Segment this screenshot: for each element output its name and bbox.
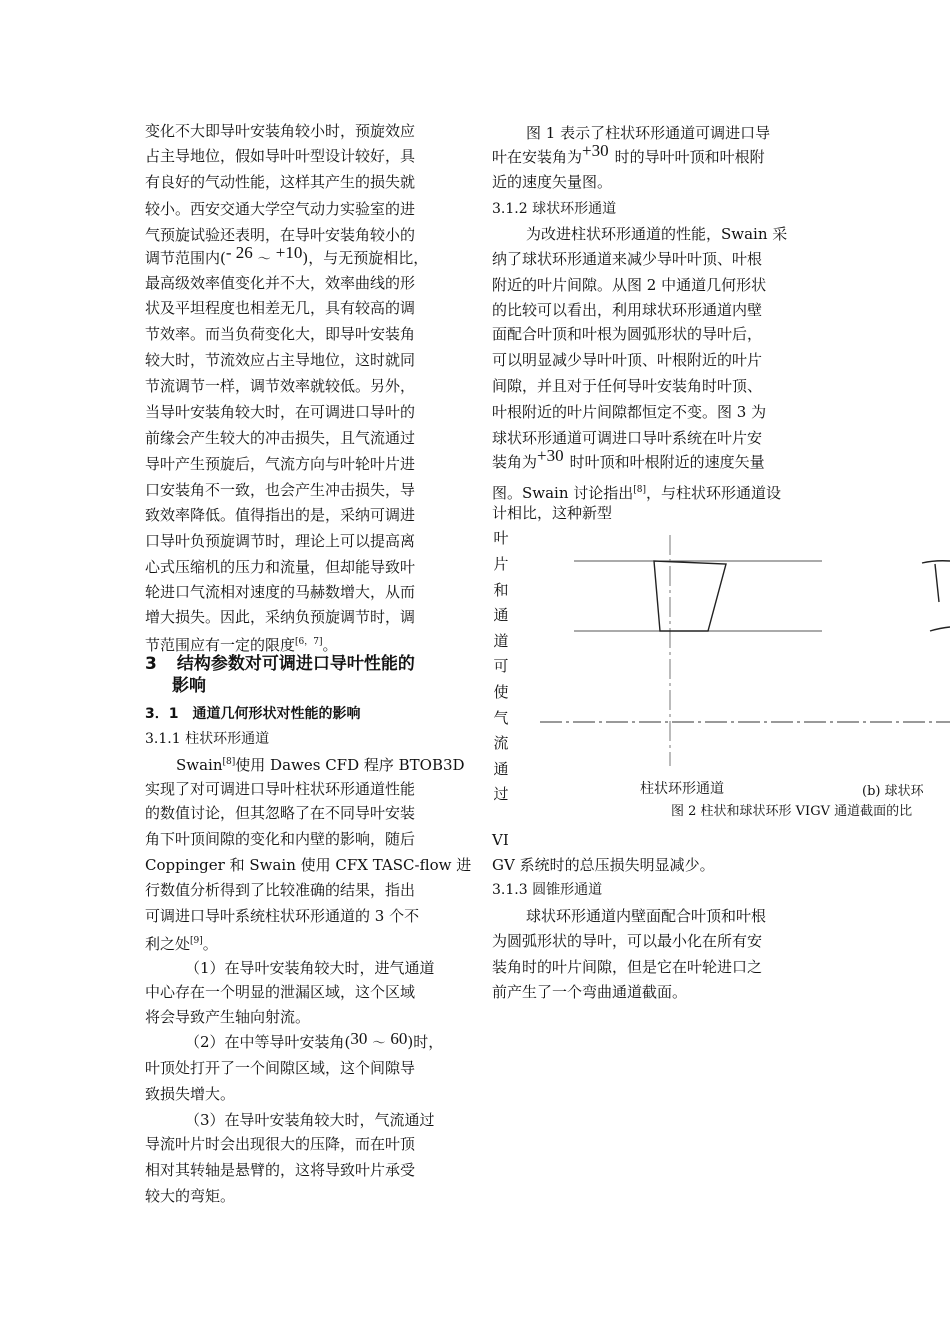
body-text-line: 较大的弯矩。 bbox=[145, 1187, 236, 1205]
section-title: 结构参数对可调进口导叶性能的 bbox=[176, 654, 415, 674]
body-text-line: 附近的叶片间隙。从图 2 中通道几何形状 bbox=[492, 276, 767, 294]
item2-suffix: )时， bbox=[407, 1033, 444, 1051]
body-text-line: 轮进口气流相对速度的马赫数增大，从而 bbox=[145, 583, 416, 601]
body-text-line: 球状环形通道内壁面配合叶顶和叶根 bbox=[526, 907, 767, 925]
list-item-2 bbox=[185, 1029, 444, 1054]
item2-low: 30 bbox=[350, 1029, 368, 1048]
body-text-line: 最高级效率值变化并不大，效率曲线的形 bbox=[145, 274, 416, 292]
body-text-line: 当导叶安装角较大时，在可调进口导叶的 bbox=[145, 403, 416, 421]
vertical-char: 和 bbox=[493, 581, 509, 599]
discuss-suffix: ，与柱状环形通道设 bbox=[646, 484, 782, 502]
vertical-char: 可 bbox=[493, 657, 509, 675]
channel-cross-section-figure bbox=[530, 530, 950, 770]
vane-profile-b-top bbox=[922, 561, 950, 563]
body-text-line: 口导叶负预旋调节时，理论上可以提高离 bbox=[145, 532, 416, 550]
swain-tail: 使用 Dawes CFD 程序 BTOB3D bbox=[235, 756, 465, 774]
body-text-line: 节效率。而当负荷变化大，即导叶安装角 bbox=[145, 325, 416, 343]
section-3-heading bbox=[145, 654, 415, 676]
body-text-line: 中心存在一个明显的泄漏区域，这个区域 bbox=[145, 983, 416, 1001]
body-text-line: 较大时，节流效应占主导地位，这时就同 bbox=[145, 351, 416, 369]
body-text-line: 球状环形通道可调进口导叶系统在叶片安 bbox=[492, 429, 763, 447]
body-text-line: 间隙，并且对于任何导叶安装角时叶顶、 bbox=[492, 377, 763, 395]
swain-end-text: 利之处 bbox=[145, 935, 191, 953]
list-item-3: （3）在导叶安装角较大时，气流通过 bbox=[185, 1111, 435, 1129]
figure-caption-a: 柱状环形通道 bbox=[640, 781, 724, 797]
list-item-1: （1）在导叶安装角较大时，进气通道 bbox=[185, 959, 435, 977]
vertical-char: 通 bbox=[493, 760, 509, 778]
range-line bbox=[145, 243, 429, 270]
body-text-line: 气预旋试验还表明，在导叶安装角较小的 bbox=[145, 226, 416, 244]
swain-line bbox=[176, 752, 465, 774]
body-text-line: 将会导致产生轴向射流。 bbox=[145, 1008, 311, 1026]
body-text-line: 变化不大即导叶安装角较小时，预旋效应 bbox=[145, 122, 416, 140]
swain-end-line bbox=[145, 931, 218, 953]
citation: [6，7] bbox=[295, 637, 323, 647]
body-text-line: 为圆弧形状的导叶，可以最小化在所有安 bbox=[492, 932, 763, 950]
vane-profile-b-bottom bbox=[930, 627, 950, 631]
item2-prefix: （2）在中等导叶安装角( bbox=[185, 1033, 351, 1051]
body-text-line: 口安装角不一致，也会产生冲击损失，导 bbox=[145, 481, 416, 499]
citation: [8] bbox=[222, 757, 236, 767]
body-text-line: 角下叶顶间隙的变化和内壁的影响，随后 bbox=[145, 830, 416, 848]
body-text-line: 相对其转轴是悬臂的，这将导致叶片承受 bbox=[145, 1161, 416, 1179]
body-text-line: 占主导地位，假如导叶叶型设计较好，具 bbox=[145, 147, 416, 165]
discuss-prefix: 图。Swain 讨论指出 bbox=[492, 484, 634, 502]
fig1-suffix: 时的导叶叶顶和叶根附 bbox=[614, 148, 765, 166]
vertical-char: 叶 bbox=[493, 529, 509, 547]
body-text-line: 心式压缩机的压力和流量，但却能导致叶 bbox=[145, 558, 416, 576]
swain-name: Swain bbox=[176, 756, 223, 774]
angle-suffix: 时叶顶和叶根附近的速度矢量 bbox=[569, 453, 765, 471]
vane-profile-b-edge bbox=[935, 564, 939, 602]
vertical-char: 道 bbox=[493, 632, 509, 650]
body-text-line: 纳了球状环形通道来减少导叶叶顶、叶根 bbox=[492, 250, 763, 268]
body-text-line: 可调进口导叶系统柱状环形通道的 3 个不 bbox=[145, 907, 420, 925]
body-text-line: 叶根附近的叶片间隙都恒定不变。图 3 为 bbox=[492, 403, 767, 421]
body-text-line: 近的速度矢量图。 bbox=[492, 173, 613, 191]
section-3-heading-cont: 影响 bbox=[172, 676, 206, 696]
body-text-line: 较小。西安交通大学空气动力实验室的进 bbox=[145, 200, 416, 218]
section-3-1-2-heading: 3.1.2 球状环形通道 bbox=[492, 201, 617, 217]
range-suffix: )，与无预旋相比， bbox=[302, 249, 429, 267]
swain-end-tail: 。 bbox=[202, 935, 218, 953]
item2-separator: ～ bbox=[372, 1036, 386, 1051]
vertical-char: 流 bbox=[493, 734, 509, 752]
section-3-1-1-heading: 3.1.1 柱状环形通道 bbox=[145, 731, 270, 747]
body-text-line: 的比较可以看出，利用球状环形通道内壁 bbox=[492, 301, 763, 319]
body-text-line: 状及平坦程度也相差无几，具有较高的调 bbox=[145, 299, 416, 317]
angle-line bbox=[492, 141, 765, 169]
section-3-1-3-heading: 3.1.3 圆锥形通道 bbox=[492, 882, 603, 898]
angle-line bbox=[492, 446, 765, 474]
vane-profile-a bbox=[654, 561, 726, 631]
body-text-line: 图 1 表示了柱状环形通道可调进口导 bbox=[526, 124, 771, 142]
body-text-line: 装角时的叶片间隙，但是它在叶轮进口之 bbox=[492, 958, 763, 976]
vertical-char: 使 bbox=[493, 683, 509, 701]
angle-value: +30 bbox=[537, 446, 564, 465]
body-text-line: 增大损失。因此，采纳负预旋调节时，调 bbox=[145, 608, 416, 626]
body-text-line: 面配合叶顶和叶根为圆弧形状的导叶后， bbox=[492, 325, 763, 343]
body-text-line: 实现了对可调进口导叶柱状环形通道性能 bbox=[145, 780, 416, 798]
para-end-text: 节范围应有一定的限度 bbox=[145, 636, 296, 654]
body-text-line: 叶顶处打开了一个间隙区域，这个间隙导 bbox=[145, 1059, 416, 1077]
item2-high: 60 bbox=[390, 1029, 408, 1048]
section-3-1-heading: 3．1 通道几何形状对性能的影响 bbox=[145, 706, 361, 722]
section-number: 3 bbox=[145, 654, 157, 674]
body-text-line: 致效率降低。值得指出的是，采纳可调进 bbox=[145, 506, 416, 524]
range-prefix: 调节范围内( bbox=[145, 249, 226, 267]
vertical-char: 气 bbox=[493, 709, 509, 727]
figure-caption-b: (b) 球状环 bbox=[862, 784, 924, 799]
citation: [9] bbox=[190, 936, 203, 946]
body-text-line: 导流叶片时会出现很大的压降，而在叶顶 bbox=[145, 1135, 416, 1153]
citation: [8] bbox=[633, 485, 647, 495]
body-text-line: 导叶产生预旋后，气流方向与叶轮叶片进 bbox=[145, 455, 416, 473]
range-low: - 26 bbox=[225, 243, 253, 262]
figure-2-caption: 图 2 柱状和球状环形 VIGV 通道截面的比 bbox=[671, 804, 913, 819]
body-text-line: GV 系统时的总压损失明显减少。 bbox=[492, 856, 715, 874]
body-text-line: 的数值讨论，但其忽略了在不同导叶安装 bbox=[145, 804, 416, 822]
fig1-prefix: 叶在安装角为 bbox=[492, 148, 583, 166]
range-separator: ～ bbox=[257, 252, 271, 267]
body-text-line: 致损失增大。 bbox=[145, 1085, 236, 1103]
body-text-line: 前产生了一个弯曲通道截面。 bbox=[492, 983, 688, 1001]
paragraph-end-line bbox=[145, 632, 338, 654]
range-high: +10 bbox=[275, 243, 303, 262]
body-text-line: 可以明显减少导叶叶顶、叶根附近的叶片 bbox=[492, 351, 763, 369]
vertical-char: 通 bbox=[493, 606, 509, 624]
body-text-line: 节流调节一样，调节效率就较低。另外， bbox=[145, 377, 416, 395]
body-text-line: 前缘会产生较大的冲击损失，且气流通过 bbox=[145, 429, 416, 447]
body-text-line: 计相比，这种新型 bbox=[492, 504, 613, 522]
body-text-line: VI bbox=[492, 831, 509, 849]
angle-prefix: 装角为 bbox=[492, 453, 538, 471]
para-end-tail: 。 bbox=[322, 636, 338, 654]
body-text-line: 行数值分析得到了比较准确的结果，指出 bbox=[145, 881, 416, 899]
vertical-char: 过 bbox=[493, 785, 509, 803]
vertical-char: 片 bbox=[493, 555, 509, 573]
fig1-angle: +30 bbox=[582, 141, 609, 160]
body-text-line: 有良好的气动性能，这样其产生的损失就 bbox=[145, 173, 416, 191]
body-text-line: Coppinger 和 Swain 使用 CFX TASC-flow 进 bbox=[145, 856, 472, 874]
body-text-line: 为改进柱状环形通道的性能，Swain 采 bbox=[526, 225, 788, 243]
discussion-line bbox=[492, 480, 781, 502]
